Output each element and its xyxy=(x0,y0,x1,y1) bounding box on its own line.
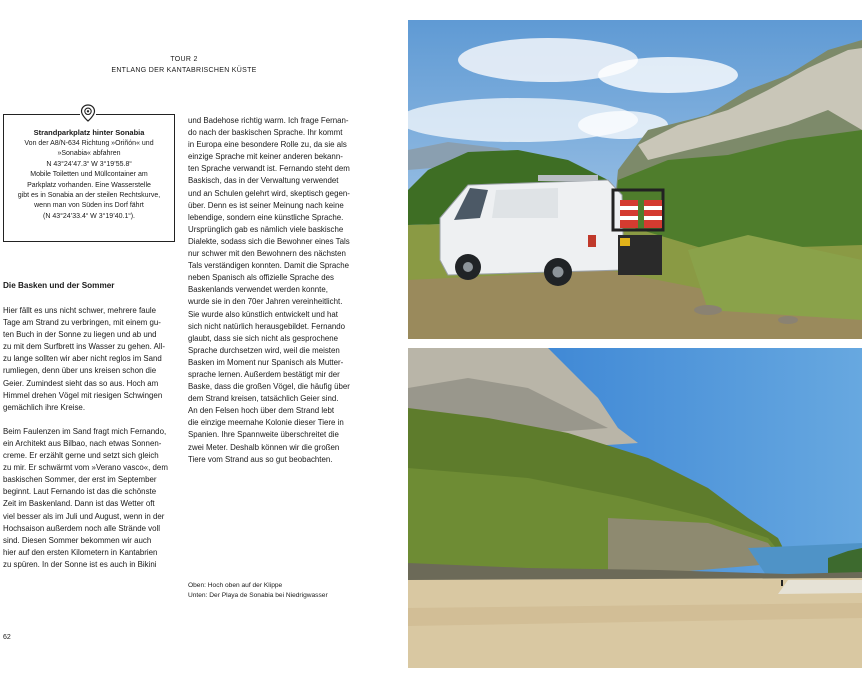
text-line: sich nicht natürlich herausgebildet. Fernando xyxy=(188,321,346,331)
header-tour-label: TOUR 2 xyxy=(170,56,198,63)
info-box-body xyxy=(8,139,170,222)
text-line: Geier. Zumindest sieht das so aus. Hoch am xyxy=(3,378,159,388)
info-line: (N 43°24’33.4“ W 3°19’40.1“). xyxy=(43,212,135,220)
text-line: hier auf den ersten Kilometern in Kantabrien xyxy=(3,547,158,557)
text-line: glaubt, dass sie sich nicht als gesprochene xyxy=(188,333,339,343)
text-line: über. Denn es ist seiner Meinung nach keine xyxy=(188,200,344,210)
text-line: lebendige, sondern eine künstliche Sprache. xyxy=(188,212,344,222)
photo-beach-low-tide xyxy=(408,348,862,668)
text-line: Sprache durchsetzen wird, weil die meisten xyxy=(188,345,340,355)
text-line: zu mit dem Surfbrett ins Wasser zu gehen. All- xyxy=(3,342,165,352)
text-column-left xyxy=(3,305,179,571)
info-line: gibt es in Sonabia an der steilen Rechtskurve, xyxy=(17,192,161,200)
text-line: Hochsaison außerdem noch alle Strände voll xyxy=(3,523,161,533)
location-pin-icon xyxy=(80,104,96,122)
text-line: und Badehose richtig warm. Ich frage Fernan- xyxy=(188,116,349,125)
caption-top: Oben: Hoch oben auf der Klippe xyxy=(188,582,283,589)
text-line: Ursprünglich gab es nämlich viele baskische xyxy=(188,224,344,234)
info-line: Von der A8/N-634 Richtung »Oriñón« und xyxy=(24,140,154,147)
parking-info-box xyxy=(3,114,175,242)
text-line: Himmel drehen Vögel mit riesigen Schwingen xyxy=(3,390,163,400)
text-line: Beim Faulenzen im Sand fragt mich Fernando, xyxy=(3,426,167,436)
text-line: Tage am Strand zu verbringen, mit einem gu- xyxy=(3,318,161,328)
text-line: Tals verständigen konnten. Damit die Sprache xyxy=(188,261,349,271)
text-line: Zeit im Baskenland. Dann ist das Wetter oft xyxy=(3,499,155,509)
header-route-label: ENTLANG DER KANTABRISCHEN KÜSTE xyxy=(111,67,257,74)
text-line: zu lange sollten wir aber nicht reglos im Sand xyxy=(3,354,162,364)
info-line: Mobile Toiletten und Müllcontainer am xyxy=(30,171,148,179)
text-line: nur schwer mit den Bewohnern des nächsten xyxy=(188,249,346,259)
text-line: beginnt. Laut Fernando ist das die schönste xyxy=(3,487,157,497)
text-line: ten Buch in der Sonne zu liegen und ab und xyxy=(3,330,157,340)
section-heading: Die Basken und der Sommer xyxy=(3,281,115,290)
paragraph xyxy=(3,305,179,414)
text-line: zu mir. Er schwärmt vom »Verano vasco«, dem xyxy=(3,463,168,473)
info-line: N 43°24’47.3“ W 3°19’55.8“ xyxy=(46,160,132,168)
text-line: do nach der baskischen Sprache. Ihr kommt xyxy=(188,128,343,138)
info-line: »Sonabia« abfahren xyxy=(57,150,121,158)
info-line: Parkplatz vorhanden. Eine Wasserstelle xyxy=(27,181,151,189)
text-line: Tiere vom Strand aus so gut beobachten. xyxy=(188,454,333,464)
text-line: Baske, dass die großen Vögel, die häufig über xyxy=(188,382,350,392)
text-line: wurde sie in den 70er Jahren vereinheitlicht. xyxy=(188,297,343,307)
text-line: sind. Diesen Sommer bekommen wir auch xyxy=(3,535,152,545)
text-line: einzige Sprache mit keiner anderen bekann- xyxy=(188,152,343,162)
text-column-right xyxy=(188,115,366,466)
caption-bottom: Unten: Der Playa de Sonabia bei Niedrigwasser xyxy=(188,592,328,599)
text-line: ein Architekt aus Bilbao, nach etwas Sonnen- xyxy=(3,438,162,448)
text-line: Dialekte, sodass sich die Bewohner eines Tals xyxy=(188,236,350,246)
text-line: creme. Er erzählt gerne und setzt sich gleich xyxy=(3,451,159,461)
text-line: neben Spanisch als offizielle Sprache des xyxy=(188,273,334,283)
paragraph xyxy=(3,426,179,571)
text-line: gemächlich ihre Kreise. xyxy=(3,402,86,412)
text-line: Sie wurde also künstlich entwickelt und hat xyxy=(188,309,339,319)
photo-van-on-cliff xyxy=(408,20,862,339)
info-box-title: Strandparkplatz hinter Sonabia xyxy=(33,128,145,137)
text-line: viel besser als im Juli und August, wenn in der xyxy=(3,511,165,521)
text-line: Spanien. Ihre Spannweite überschreitet die xyxy=(188,430,339,440)
photo-captions xyxy=(188,581,328,601)
text-line: An den Felsen hoch über dem Strand lebt xyxy=(188,406,335,416)
text-line: und an Schulen gelehrt wird, skeptisch gegen- xyxy=(188,188,350,198)
text-line: ten Sprache verwandt ist. Fernando steht dem xyxy=(188,164,350,174)
text-line: dem Strand kreisen, tatsächlich Geier sind. xyxy=(188,394,339,404)
text-line: zu spüren. In der Sonne ist es auch in Bikini xyxy=(3,559,157,569)
text-line: in Europa eine besondere Rolle zu, da sie als xyxy=(188,140,347,150)
info-line: wenn man von Süden ins Dorf fährt xyxy=(34,202,144,210)
text-line: die einzige meernahe Kolonie dieser Tiere in xyxy=(188,418,344,428)
text-line: Hier fällt es uns nicht schwer, mehrere faule xyxy=(3,306,157,315)
page-number: 62 xyxy=(3,634,11,641)
text-line: Basken im Moment nur Spanisch als Mutter- xyxy=(188,357,344,367)
text-line: zwei Meter. Deshalb können wir die großen xyxy=(188,442,340,452)
text-line: rumliegen, denn über uns kreisen schon die xyxy=(3,366,157,376)
text-line: Baskenlands verwendet werden konnte, xyxy=(188,285,328,295)
paragraph xyxy=(188,115,366,466)
text-line: sprache lernen. Außerdem bestätigt mir der xyxy=(188,369,340,379)
text-line: baskischen Sommer, der erst im September xyxy=(3,475,157,485)
text-line: Baskisch, das in der Verwaltung verwendet xyxy=(188,176,339,186)
